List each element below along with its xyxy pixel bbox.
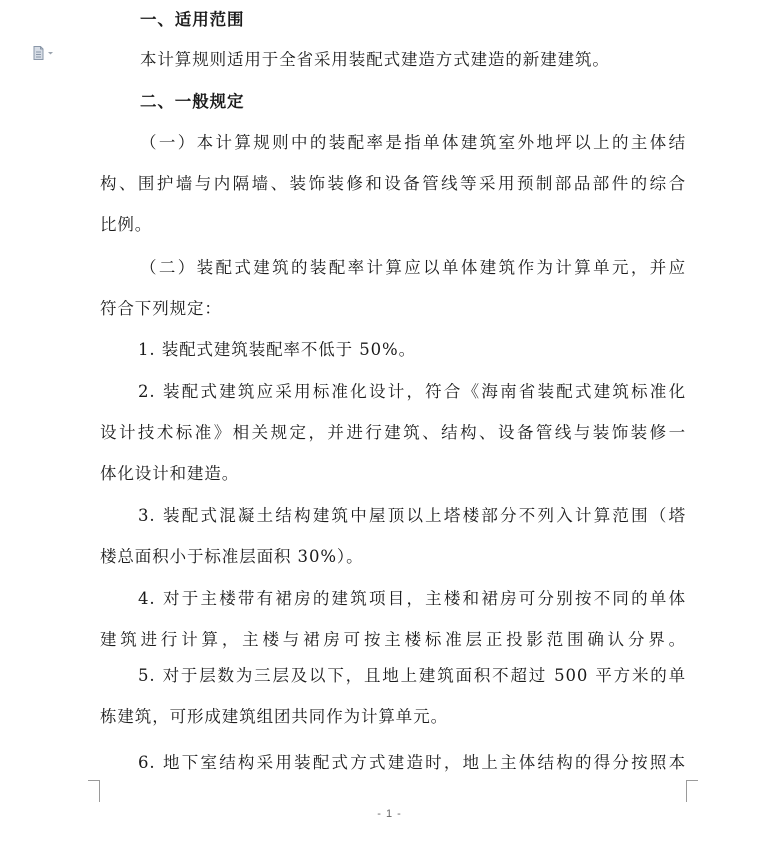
paragraph-line: 设计技术标准》相关规定，并进行建筑、结构、设备管线与装饰装修一 — [100, 423, 686, 442]
paragraph-line: 构、围护墙与内隔墙、装饰装修和设备管线等采用预制部品部件的综合 — [100, 174, 686, 193]
page-number: - 1 - — [377, 808, 402, 820]
paragraph-line: 本计算规则适用于全省采用装配式建造方式建造的新建建筑。 — [140, 50, 610, 69]
paragraph-line: 楼总面积小于标准层面积 30%）。 — [100, 547, 364, 566]
crop-mark-right-h — [686, 780, 698, 781]
paragraph-line: （一）本计算规则中的装配率是指单体建筑室外地坪以上的主体结 — [140, 133, 686, 152]
paragraph-line: 符合下列规定： — [100, 299, 222, 318]
document-icon[interactable] — [33, 46, 55, 60]
list-item: 4. 对于主楼带有裙房的建筑项目，主楼和裙房可分别按不同的单体 — [138, 589, 686, 608]
list-item: 2. 装配式建筑应采用标准化设计，符合《海南省装配式建筑标准化 — [138, 382, 686, 401]
list-item: 1. 装配式建筑装配率不低于 50%。 — [138, 340, 417, 359]
paragraph-line: 建筑进行计算，主楼与裙房可按主楼标准层正投影范围确认分界。 — [100, 630, 686, 649]
paragraph-line: 比例。 — [100, 215, 153, 234]
list-item: 6. 地下室结构采用装配式方式建造时，地上主体结构的得分按照本 — [138, 753, 686, 772]
list-item: 5. 对于层数为三层及以下，且地上建筑面积不超过 500 平方米的单 — [138, 666, 686, 685]
section-heading-2: 二、一般规定 — [140, 92, 245, 111]
paragraph-line: （二）装配式建筑的装配率计算应以单体建筑作为计算单元，并应 — [140, 258, 686, 277]
section-heading-1: 一、适用范围 — [140, 10, 245, 29]
crop-mark-left-v — [99, 780, 100, 802]
paragraph-line: 栋建筑，可形成建筑组团共同作为计算单元。 — [100, 707, 448, 726]
crop-mark-right-v — [686, 780, 687, 802]
paragraph-line: 体化设计和建造。 — [100, 464, 240, 483]
list-item: 3. 装配式混凝土结构建筑中屋顶以上塔楼部分不列入计算范围（塔 — [138, 506, 686, 525]
